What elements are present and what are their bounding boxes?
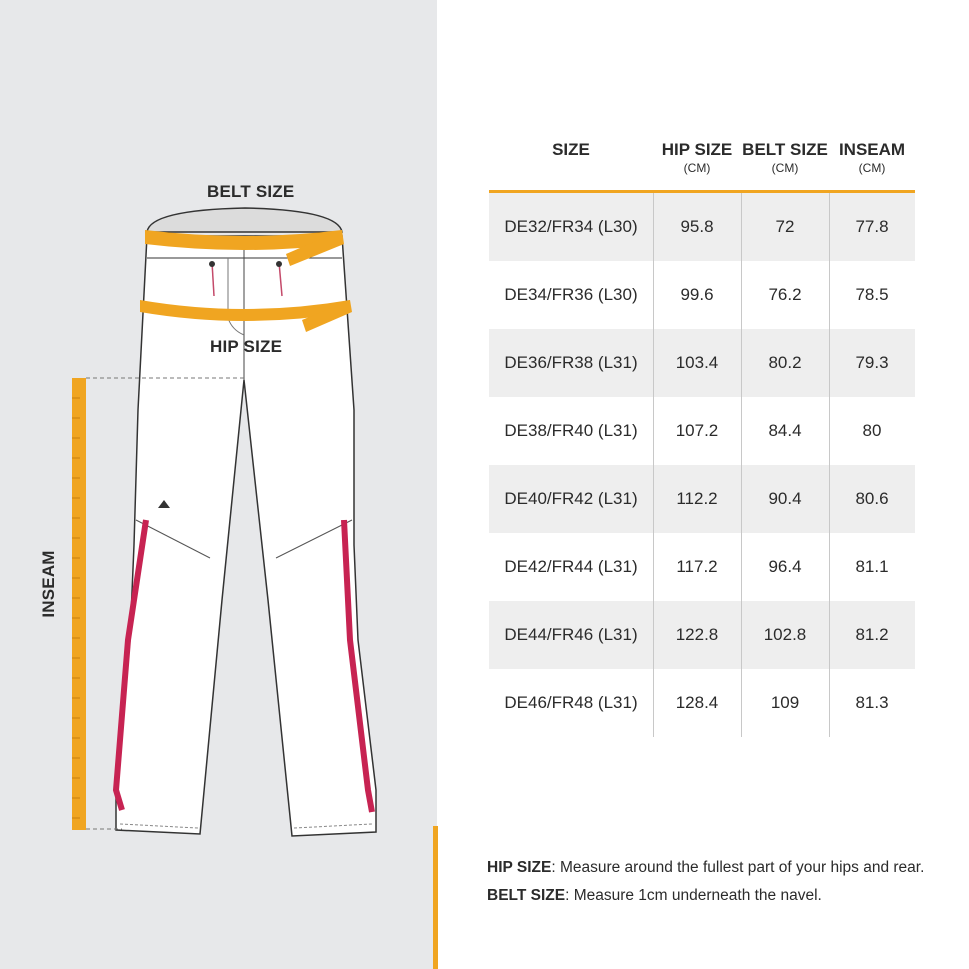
- cell-hip: 128.4: [675, 693, 719, 712]
- cell-hip: 107.2: [675, 421, 719, 440]
- header-inseam: INSEAM (CM): [838, 140, 906, 175]
- cell-size: DE32/FR34 (L30): [504, 217, 638, 236]
- cell-hip: 103.4: [675, 353, 719, 372]
- belt-size-label: BELT SIZE: [207, 182, 295, 201]
- table-row: [489, 261, 915, 329]
- note-text: : Measure 1cm underneath the navel.: [565, 887, 822, 904]
- hip-size-note: [487, 856, 924, 884]
- cell-belt: 102.8: [763, 625, 807, 644]
- cell-inseam: 78.5: [855, 285, 889, 304]
- table-row: [489, 397, 915, 465]
- cell-inseam: 77.8: [855, 217, 889, 236]
- cell-belt: 84.4: [768, 421, 802, 440]
- cell-inseam: 80.6: [855, 489, 889, 508]
- cell-belt: 76.2: [768, 285, 802, 304]
- table-row: [489, 601, 915, 669]
- cell-inseam: 79.3: [855, 353, 889, 372]
- column-divider: [829, 193, 830, 737]
- cell-size: DE42/FR44 (L31): [504, 557, 638, 576]
- cell-hip: 122.8: [675, 625, 719, 644]
- cell-inseam: 80: [862, 421, 882, 440]
- cell-size: DE44/FR46 (L31): [504, 625, 638, 644]
- cell-belt: 72: [775, 217, 795, 236]
- note-term: BELT SIZE: [487, 887, 566, 904]
- cell-size: DE46/FR48 (L31): [504, 693, 638, 712]
- measurement-notes: [487, 856, 924, 912]
- cell-hip: 95.8: [680, 217, 714, 236]
- accent-bar: [433, 826, 438, 969]
- cell-size: DE38/FR40 (L31): [504, 421, 638, 440]
- table-row: [489, 193, 915, 261]
- note-term: HIP SIZE: [487, 859, 552, 876]
- pants-outline: [116, 236, 376, 836]
- table-row: [489, 533, 915, 601]
- table-row: [489, 329, 915, 397]
- cell-size: DE34/FR36 (L30): [504, 285, 638, 304]
- cell-size: DE40/FR42 (L31): [504, 489, 638, 508]
- column-divider: [741, 193, 742, 737]
- cell-size: DE36/FR38 (L31): [504, 353, 638, 372]
- inseam-ruler: [72, 378, 86, 830]
- belt-size-note: [487, 884, 924, 912]
- table-row: [489, 465, 915, 533]
- table-row: [489, 669, 915, 737]
- hip-size-label: HIP SIZE: [210, 337, 283, 356]
- note-text: : Measure around the fullest part of your hips and rear.: [551, 859, 925, 876]
- size-table: [489, 138, 915, 737]
- cell-belt: 109: [770, 693, 800, 712]
- cell-hip: 112.2: [676, 489, 718, 508]
- header-belt-size: BELT SIZE (CM): [742, 140, 828, 175]
- cell-belt: 90.4: [768, 489, 802, 508]
- cell-inseam: 81.1: [855, 557, 889, 576]
- diagram-panel: [0, 0, 437, 969]
- header-hip-size: HIP SIZE (CM): [661, 140, 733, 175]
- cell-inseam: 81.2: [855, 625, 889, 644]
- column-divider: [653, 193, 654, 737]
- header-size: SIZE: [552, 140, 590, 159]
- cell-hip: 117.2: [676, 557, 718, 576]
- cell-belt: 96.4: [768, 557, 802, 576]
- cell-inseam: 81.3: [855, 693, 889, 712]
- inseam-label: INSEAM: [39, 550, 58, 618]
- table-header: [489, 138, 915, 193]
- cell-hip: 99.6: [680, 285, 714, 304]
- pants-diagram: [0, 0, 437, 969]
- cell-belt: 80.2: [768, 353, 802, 372]
